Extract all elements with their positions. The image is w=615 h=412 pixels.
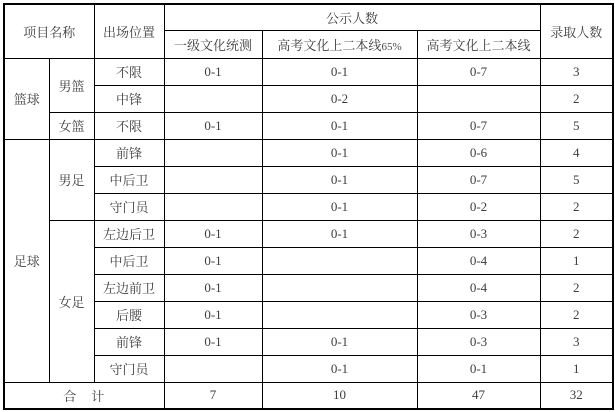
value-cell-level1 xyxy=(164,355,262,382)
value-cell-gaokao65: 0-1 xyxy=(262,220,417,247)
admitted-cell: 2 xyxy=(540,301,613,328)
table-row xyxy=(4,85,613,112)
value-cell-level1: 0-1 xyxy=(164,301,262,328)
value-cell-level1: 0-1 xyxy=(164,328,262,355)
admitted-cell: 2 xyxy=(540,193,613,220)
value-cell-gaokao: 0-1 xyxy=(417,355,540,382)
value-cell-gaokao65 xyxy=(262,301,417,328)
team-cell: 女足 xyxy=(49,220,94,382)
value-cell-gaokao65: 0-1 xyxy=(262,112,417,139)
admitted-cell: 2 xyxy=(540,220,613,247)
sport-cell: 篮球 xyxy=(4,58,49,139)
position-cell: 中后卫 xyxy=(94,166,164,193)
value-cell-gaokao65: 0-1 xyxy=(262,193,417,220)
total-level1: 7 xyxy=(164,382,262,409)
header-project-name: 项目名称 xyxy=(4,4,94,58)
position-cell: 后腰 xyxy=(94,301,164,328)
admitted-cell: 2 xyxy=(540,274,613,301)
admitted-cell: 1 xyxy=(540,355,613,382)
value-cell-gaokao xyxy=(417,85,540,112)
table-row xyxy=(4,112,613,139)
header-published: 公示人数 xyxy=(164,4,540,30)
value-cell-level1 xyxy=(164,166,262,193)
value-cell-gaokao: 0-7 xyxy=(417,112,540,139)
value-cell-gaokao65: 0-1 xyxy=(262,139,417,166)
team-cell: 男篮 xyxy=(49,58,94,112)
value-cell-gaokao: 0-4 xyxy=(417,274,540,301)
value-cell-gaokao65: 0-1 xyxy=(262,58,417,85)
value-cell-gaokao: 0-7 xyxy=(417,58,540,85)
value-cell-gaokao65 xyxy=(262,247,417,274)
admitted-cell: 2 xyxy=(540,85,613,112)
total-admitted: 32 xyxy=(540,382,613,409)
value-cell-level1: 0-1 xyxy=(164,274,262,301)
value-cell-gaokao65: 0-2 xyxy=(262,85,417,112)
team-cell: 男足 xyxy=(49,139,94,220)
value-cell-level1 xyxy=(164,139,262,166)
admitted-cell: 1 xyxy=(540,247,613,274)
admitted-cell: 4 xyxy=(540,139,613,166)
table-row xyxy=(4,193,613,220)
value-cell-gaokao: 0-3 xyxy=(417,328,540,355)
table-row xyxy=(4,166,613,193)
value-cell-gaokao: 0-2 xyxy=(417,193,540,220)
total-gaokao: 47 xyxy=(417,382,540,409)
admitted-cell: 3 xyxy=(540,328,613,355)
header-col-gaokao65 xyxy=(262,30,417,58)
position-cell: 不限 xyxy=(94,58,164,85)
value-cell-gaokao: 0-3 xyxy=(417,301,540,328)
header-col-gaokao65-main: 高考文化上二本线 xyxy=(277,37,382,53)
total-label: 合 计 xyxy=(4,382,164,409)
position-cell: 中后卫 xyxy=(94,247,164,274)
admitted-cell: 3 xyxy=(540,58,613,85)
table-row xyxy=(4,301,613,328)
table-row xyxy=(4,247,613,274)
admitted-cell: 5 xyxy=(540,112,613,139)
table-row xyxy=(4,139,613,166)
header-col-gaokao65-suffix: 65% xyxy=(381,40,402,53)
sport-cell: 足球 xyxy=(4,139,49,382)
value-cell-level1: 0-1 xyxy=(164,58,262,85)
table-row xyxy=(4,274,613,301)
position-cell: 前锋 xyxy=(94,139,164,166)
position-cell: 不限 xyxy=(94,112,164,139)
team-cell: 女篮 xyxy=(49,112,94,139)
value-cell-level1 xyxy=(164,85,262,112)
value-cell-gaokao: 0-4 xyxy=(417,247,540,274)
position-cell: 前锋 xyxy=(94,328,164,355)
table-row xyxy=(4,220,613,247)
value-cell-gaokao: 0-7 xyxy=(417,166,540,193)
header-col-gaokao: 高考文化上二本线 xyxy=(417,30,540,58)
total-row xyxy=(4,382,613,409)
position-cell: 左边前卫 xyxy=(94,274,164,301)
value-cell-gaokao65: 0-1 xyxy=(262,166,417,193)
value-cell-level1: 0-1 xyxy=(164,220,262,247)
table-row xyxy=(4,355,613,382)
value-cell-gaokao: 0-6 xyxy=(417,139,540,166)
table-row xyxy=(4,58,613,85)
header-position: 出场位置 xyxy=(94,4,164,58)
position-cell: 守门员 xyxy=(94,193,164,220)
value-cell-gaokao65: 0-1 xyxy=(262,328,417,355)
header-admitted: 录取人数 xyxy=(540,4,613,58)
table-row xyxy=(4,328,613,355)
value-cell-gaokao65: 0-1 xyxy=(262,355,417,382)
admission-table xyxy=(3,3,614,410)
header-col-level1: 一级文化统测 xyxy=(164,30,262,58)
value-cell-level1: 0-1 xyxy=(164,112,262,139)
position-cell: 中锋 xyxy=(94,85,164,112)
total-gaokao65: 10 xyxy=(262,382,417,409)
value-cell-level1: 0-1 xyxy=(164,247,262,274)
value-cell-gaokao65 xyxy=(262,274,417,301)
position-cell: 守门员 xyxy=(94,355,164,382)
value-cell-level1 xyxy=(164,193,262,220)
admitted-cell: 5 xyxy=(540,166,613,193)
value-cell-gaokao: 0-3 xyxy=(417,220,540,247)
position-cell: 左边后卫 xyxy=(94,220,164,247)
